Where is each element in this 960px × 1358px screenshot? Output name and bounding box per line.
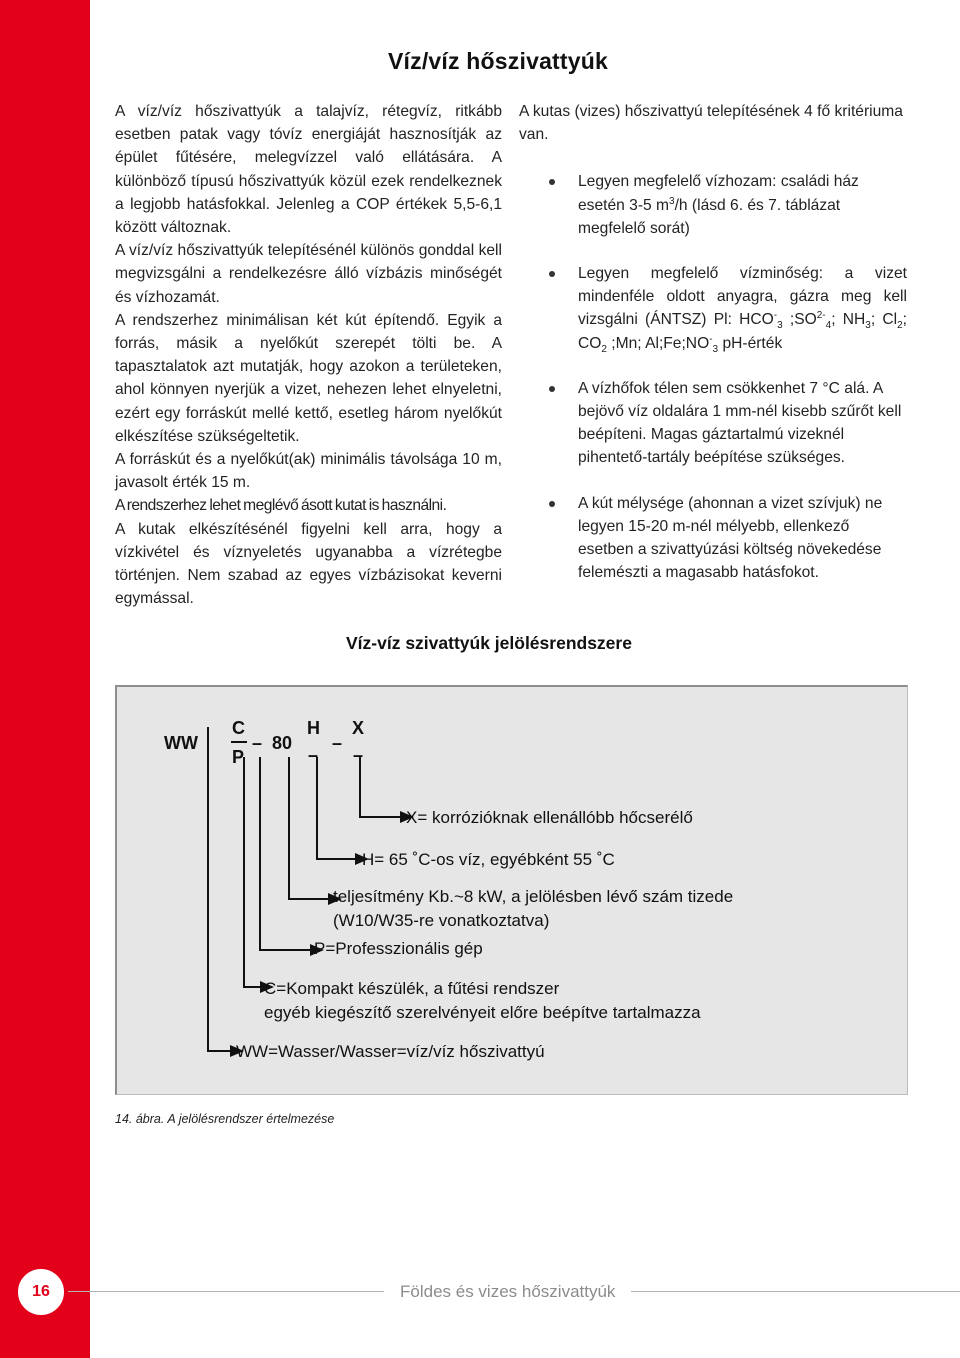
connector-h [317, 757, 355, 859]
criteria-list [519, 170, 907, 584]
label-h: H= 65 ˚C-os víz, egyébként 55 ˚C [362, 850, 615, 869]
criteria-item-temperature: A vízhőfok télen sem csökkenhet 7 °C alá. A bejövő víz oldalára 1 mm-nél kisebb szűrőt kell beépíteni. Magas gáztartalmú vizeknél pihentető-tartály beépítése szükséges. [519, 377, 907, 470]
page-number: 16 [15, 1266, 67, 1318]
diagram-title: Víz-víz szivattyúk jelölésrendszere [346, 633, 632, 653]
footer-title: Földes és vizes hőszivattyúk [384, 1282, 631, 1302]
page-title: Víz/víz hőszivattyúk [388, 48, 609, 74]
paragraph-water-layer: A kutak elkészítésénél figyelni kell arra, hogy a vízkivétel és víznyeletés ugyanabba a vízrétegbe történjen. Nem szabad az egyes vízbázisokat keverni egymással. [115, 520, 502, 608]
label-power [333, 885, 733, 933]
red-side-bar [0, 0, 90, 1358]
right-column [519, 100, 907, 606]
connector-80 [289, 757, 328, 899]
connector-ww [208, 727, 230, 1051]
code-c: C [232, 718, 245, 738]
code-x: X [352, 718, 365, 738]
code-dash-1: – [252, 733, 263, 753]
paragraph-wells: A rendszerhez minimálisan két kút építendő. Egyik a forrás, másik a nyelőkút szerepét tölti be. A tapasztalatok azt mutatják, hogy azokon a területeken, ahol könnyen nyerjük a vizet, nehezen lehet elnyeletni, ezért egy forráskút mellé kettő, esetleg három nyelőkút elkészítése szükségeltetik. [115, 311, 502, 445]
paragraph-installation: A víz/víz hőszivattyúk telepítésénél különös gonddal kell megvizsgálni a rendelkezésre álló vízbázis minőségét és vízhozamát. [115, 242, 502, 306]
code-p: P [232, 747, 245, 767]
criteria-item-quality: Legyen megfelelő vízminőség: a vizet mindenféle oldott anyagra, gázra meg kell vizsgálni (ÁNTSZ) Pl: $HCO^-_3$ $;SO^{2-}_4$; $NH_3$; $Cl_2$; $CO_2$ ;Mn; $Al;Fe;NO^-_3$ pH-érték [519, 262, 907, 355]
connector-c [244, 757, 260, 987]
label-power-line-1: teljesítmény Kb.~8 kW, a jelölésben lévő szám tizede [333, 887, 734, 906]
designation-diagram [115, 685, 908, 1095]
label-ww: WW=Wasser/Wasser=víz/víz hőszivattyú [236, 1042, 545, 1061]
paragraph-intro: A víz/víz hőszivattyúk a talajvíz, rétegvíz, ritkább esetben patak vagy tóvíz energiáját hasznosítják az épület fűtésére, melegvízzel való ellátására. A különböző típusú hőszivattyúk közül ezek rendelkeznek a legjobb hatásfokkal. Jelenleg a COP értékek 5,5-6,1 között változnak. [115, 103, 502, 237]
code-h: H [307, 718, 320, 738]
label-power-line-2: (W10/W35-re vonatkoztatva) [333, 911, 550, 930]
paragraph-distance: A forráskút és a nyelőkút(ak) minimális távolsága 10 m, javasolt érték 15 m. [115, 451, 502, 492]
code-80: 80 [272, 733, 293, 753]
criteria-intro: A kutas (vizes) hőszivattyú telepítésének 4 fő kritériuma van. [519, 103, 903, 144]
label-p: P=Professzionális gép [314, 939, 483, 958]
label-x: X= korrózióknak ellenállóbb hőcserélő [406, 808, 693, 827]
label-c [264, 977, 701, 1025]
connector-p [260, 757, 310, 950]
label-c-line-1: C=Kompakt készülék, a fűtési rendszer [264, 979, 560, 998]
left-column [115, 100, 502, 610]
figure-caption: 14. ábra. A jelölésrendszer értelmezése [115, 1112, 335, 1126]
code-dash-h: – [308, 745, 319, 765]
criteria-item-flow: Legyen megfelelő vízhozam: családi ház esetén 3-5 $m^3/h$ (lásd 6. és 7. táblázat megfelelő sorát) [519, 170, 907, 240]
paragraph-existing-well: A rendszerhez lehet meglévő ásott kutat is használni. [115, 497, 447, 515]
code-dash-2: – [332, 733, 343, 753]
label-c-line-2: egyéb kiegészítő szerelvényeit előre beépítve tartalmazza [264, 1003, 701, 1022]
connector-x [360, 757, 400, 817]
code-dash-x: – [353, 745, 364, 765]
criteria-item-depth: A kút mélysége (ahonnan a vizet szívjuk) ne legyen 15-20 m-nél mélyebb, ellenkező esetben a szivattyúzási költség növekedése felemészti a magasabb hatásfokot. [519, 492, 907, 585]
code-ww: WW [164, 733, 198, 753]
